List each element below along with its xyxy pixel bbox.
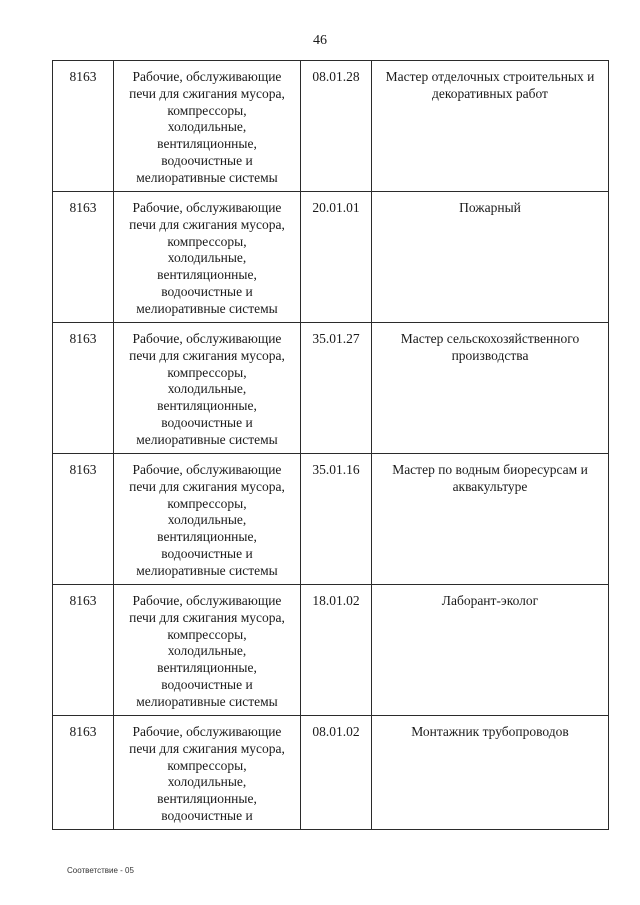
table-row xyxy=(53,716,609,830)
profession-code-cell: 18.01.02 xyxy=(301,585,372,716)
occupation-group-line: мелиоративные системы xyxy=(136,300,278,316)
occupation-group-line: печи для сжигания мусора, xyxy=(129,478,285,494)
occupation-group-line: холодильные, xyxy=(167,643,247,659)
occupation-group-line: Рабочие, обслуживающие xyxy=(132,724,282,739)
occupation-group-cell xyxy=(114,192,301,323)
occupation-group-line: вентиляционные, xyxy=(157,136,257,152)
occupation-group-line: холодильные, xyxy=(167,250,247,266)
occupation-group-line: вентиляционные, xyxy=(157,529,257,545)
occupation-group-line: Рабочие, обслуживающие xyxy=(132,331,282,346)
occupation-group-line: вентиляционные, xyxy=(157,660,257,676)
table-row xyxy=(53,585,609,716)
occupation-group-line: мелиоративные системы xyxy=(136,431,278,447)
occupation-group-line: печи для сжигания мусора, xyxy=(129,216,285,232)
profession-name-line: Мастер сельскохозяйственного xyxy=(400,331,580,346)
page-number: 46 xyxy=(313,33,327,48)
profession-name-cell xyxy=(372,323,609,454)
profession-name-line: Мастер по водным биоресурсам и xyxy=(392,462,588,477)
occupation-group-cell xyxy=(114,61,301,192)
occupation-group-line: компрессоры, xyxy=(167,364,247,380)
profession-name-cell xyxy=(372,585,609,716)
occupation-group-line: водоочистные и xyxy=(161,152,253,168)
occupation-group-line: мелиоративные системы xyxy=(136,562,278,578)
occupation-group-line: холодильные, xyxy=(167,381,247,397)
occupation-group-line: Рабочие, обслуживающие xyxy=(132,200,282,215)
occupation-group-line: холодильные, xyxy=(167,512,247,528)
profession-name-cell xyxy=(372,61,609,192)
occupation-group-line: компрессоры, xyxy=(167,233,247,249)
profession-code-cell: 08.01.28 xyxy=(301,61,372,192)
table-body xyxy=(53,61,609,830)
occupation-group-cell xyxy=(114,585,301,716)
profession-name-cell xyxy=(372,716,609,830)
occupation-group-line: водоочистные и xyxy=(161,545,253,561)
table-row xyxy=(53,61,609,192)
profession-code-cell: 08.01.02 xyxy=(301,716,372,830)
profession-name-cell xyxy=(372,192,609,323)
occupation-group-line: Рабочие, обслуживающие xyxy=(132,593,282,608)
profession-name-line: декоративных работ xyxy=(432,85,548,101)
occupation-group-line: Рабочие, обслуживающие xyxy=(132,462,282,477)
profession-name-line: производства xyxy=(451,347,529,363)
profession-name-line: Монтажник трубопроводов xyxy=(411,724,569,739)
occupation-group-line: водоочистные и xyxy=(161,283,253,299)
occupation-group-line: Рабочие, обслуживающие xyxy=(132,69,282,84)
profession-code-cell: 35.01.16 xyxy=(301,454,372,585)
occupation-code-cell: 8163 xyxy=(53,454,114,585)
occupation-group-line: вентиляционные, xyxy=(157,267,257,283)
occupation-code-cell: 8163 xyxy=(53,323,114,454)
occupation-code-cell: 8163 xyxy=(53,192,114,323)
occupation-code-cell: 8163 xyxy=(53,585,114,716)
occupation-group-line: печи для сжигания мусора, xyxy=(129,740,285,756)
occupation-group-line: водоочистные и xyxy=(161,676,253,692)
professions-table xyxy=(52,60,609,830)
occupation-group-line: мелиоративные системы xyxy=(136,169,278,185)
occupation-group-line: компрессоры, xyxy=(167,757,247,773)
profession-code-cell: 35.01.27 xyxy=(301,323,372,454)
occupation-group-cell xyxy=(114,323,301,454)
table-row xyxy=(53,323,609,454)
occupation-group-line: вентиляционные, xyxy=(157,398,257,414)
occupation-group-line: водоочистные и xyxy=(161,807,253,823)
occupation-group-line: компрессоры, xyxy=(167,626,247,642)
footer-note: Соответствие - 05 xyxy=(67,866,134,875)
occupation-group-line: водоочистные и xyxy=(161,414,253,430)
profession-name-cell xyxy=(372,454,609,585)
occupation-group-cell xyxy=(114,454,301,585)
occupation-group-line: компрессоры, xyxy=(167,495,247,511)
table-row xyxy=(53,454,609,585)
occupation-group-line: холодильные, xyxy=(167,774,247,790)
profession-name-line: Пожарный xyxy=(459,200,521,215)
occupation-group-cell xyxy=(114,716,301,830)
profession-name-line: Мастер отделочных строительных и xyxy=(385,69,595,84)
occupation-group-line: печи для сжигания мусора, xyxy=(129,347,285,363)
profession-name-line: Лаборант-эколог xyxy=(441,593,539,608)
profession-name-line: аквакультуре xyxy=(452,478,528,494)
occupation-group-line: мелиоративные системы xyxy=(136,693,278,709)
profession-code-cell: 20.01.01 xyxy=(301,192,372,323)
occupation-group-line: печи для сжигания мусора, xyxy=(129,85,285,101)
occupation-code-cell: 8163 xyxy=(53,716,114,830)
occupation-code-cell: 8163 xyxy=(53,61,114,192)
occupation-group-line: компрессоры, xyxy=(167,102,247,118)
occupation-group-line: вентиляционные, xyxy=(157,791,257,807)
table-row xyxy=(53,192,609,323)
occupation-group-line: печи для сжигания мусора, xyxy=(129,609,285,625)
occupation-group-line: холодильные, xyxy=(167,119,247,135)
